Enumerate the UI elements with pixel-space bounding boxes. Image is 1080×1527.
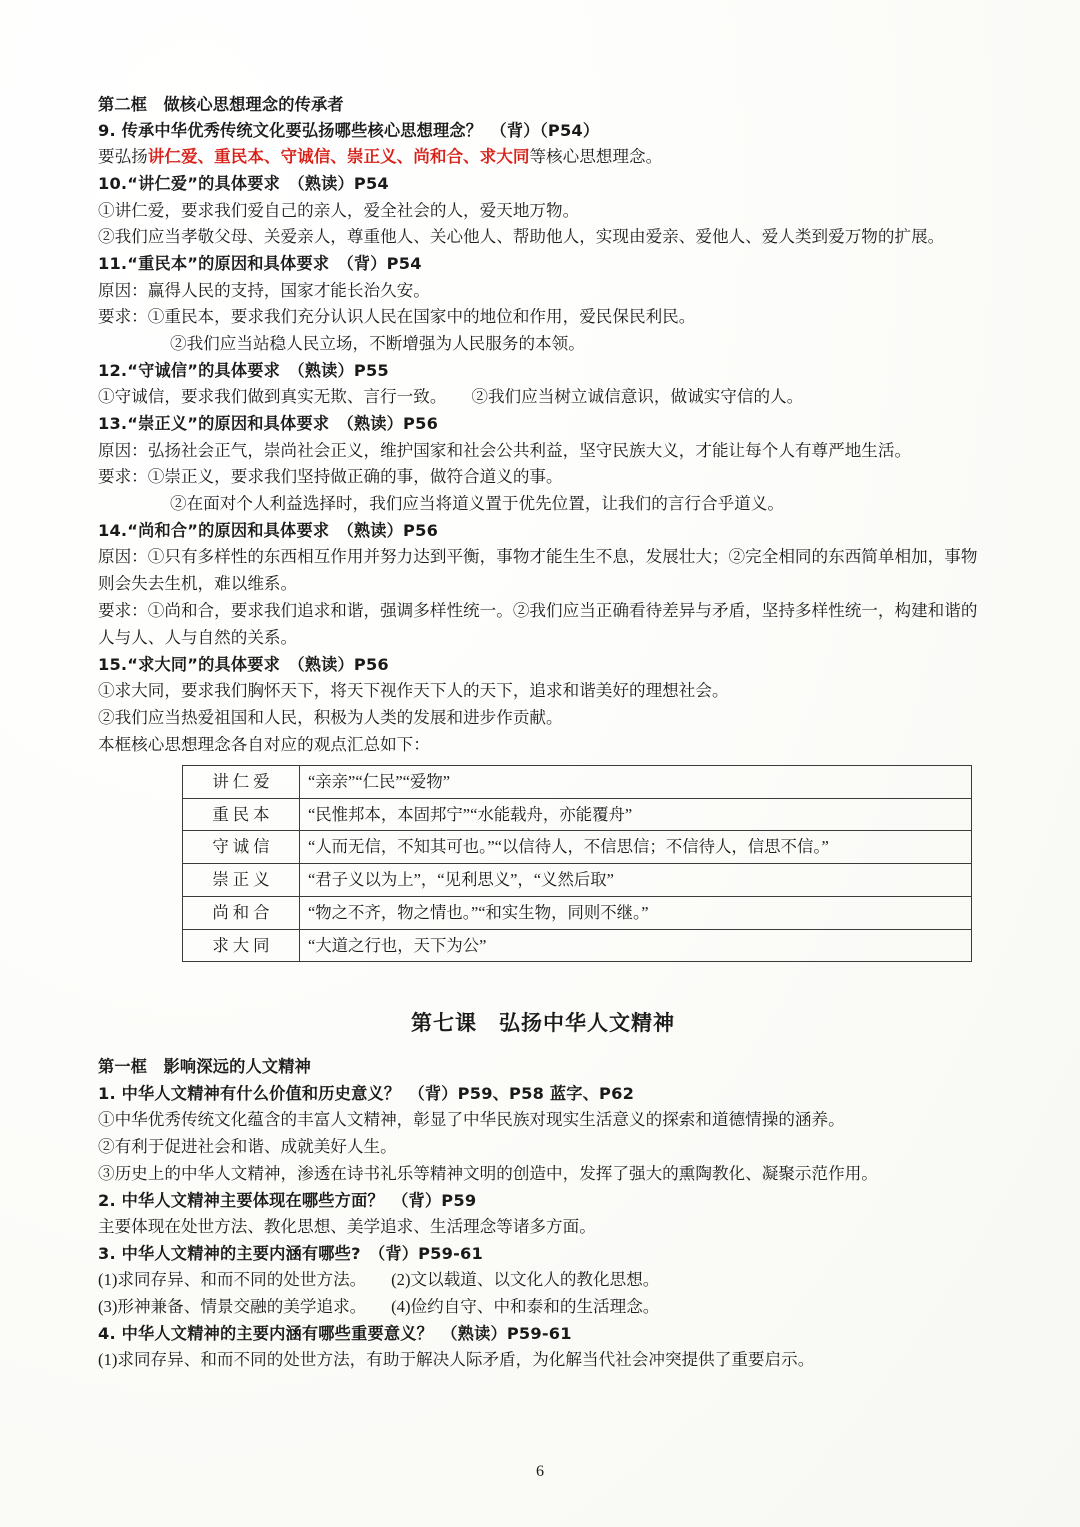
table-cell-value: “民惟邦本，本固邦宁”“水能载舟，亦能覆舟” — [300, 798, 972, 831]
question-11-heading: 11.“重民本”的原因和具体要求 （背）P54 — [98, 254, 422, 274]
frame-heading-one: 第二框 做核心思想理念的传承者 — [98, 95, 344, 114]
table-row — [183, 765, 972, 798]
table-intro: 本框核心思想理念各自对应的观点汇总如下： — [98, 734, 430, 754]
table-cell-value: “人而无信，不知其可也。”“以信待人，不信思信；不信待人，信思不信。” — [300, 831, 972, 864]
section2-question-1-line-1: ①中华优秀传统文化蕴含的丰富人文精神，彰显了中华民族对现实生活意义的探索和道德情操的涵养。 — [98, 1109, 845, 1129]
question-13-requirement-2: ②在面对个人利益选择时，我们应当将道义置于优先位置，让我们的言行合乎道义。 — [170, 494, 784, 514]
question-10-heading: 10.“讲仁爱”的具体要求 （熟读）P54 — [98, 174, 389, 194]
question-9-heading: 9. 传承中华优秀传统文化要弘扬哪些核心思想理念？ （背）（P54） — [98, 121, 600, 141]
question-13-reason: 原因：弘扬社会正气，崇尚社会正义，维护国家和社会公共利益，坚守民族大义，才能让每个人有尊严地生活。 — [98, 440, 912, 460]
q9-text-after: 等核心思想理念。 — [529, 147, 663, 167]
table-cell-key: 讲仁爱 — [183, 765, 300, 798]
frame-heading-two: 第一框 影响深远的人文精神 — [98, 1057, 312, 1077]
table-cell-key: 守诚信 — [183, 831, 300, 864]
q9-text-before: 要弘扬 — [98, 147, 148, 167]
question-14-requirement-1: 要求：①尚和合，要求我们追求和谐，强调多样性统一。②我们应当正确看待差异与矛盾，坚持多样性统一，构建和谐的人与人、人与自然的关系。 — [98, 601, 978, 648]
question-11-requirement-2: ②我们应当站稳人民立场，不断增强为人民服务的本领。 — [170, 334, 585, 354]
table-cell-value: “亲亲”“仁民”“爱物” — [300, 765, 972, 798]
question-12-heading: 12.“守诚信”的具体要求 （熟读）P55 — [98, 361, 389, 381]
section2-question-1-heading: 1. 中华人文精神有什么价值和历史意义？ （背）P59、P58 蓝字、P62 — [98, 1083, 635, 1103]
section2-question-4-line-1: (1)求同存异、和而不同的处世方法，有助于解决人际矛盾，为化解当代社会冲突提供了重要启示。 — [98, 1349, 815, 1369]
document-body — [98, 92, 988, 1374]
table-row — [183, 831, 972, 864]
question-10-line-2: ②我们应当孝敬父母、关爱亲人，尊重他人、关心他人、帮助他人，实现由爱亲、爱他人、爱人类到爱万物的扩展。 — [98, 227, 945, 247]
section2-question-2-heading: 2. 中华人文精神主要体现在哪些方面？ （背）P59 — [98, 1190, 477, 1210]
section2-question-3-line-1: (1)求同存异、和而不同的处世方法。 (2)文以载道、以文化人的教化思想。 — [98, 1269, 660, 1289]
table-cell-value: “大道之行也，天下为公” — [300, 929, 972, 962]
q9-core-concepts: 讲仁爱、重民本、守诚信、崇正义、尚和合、求大同 — [147, 147, 530, 167]
question-11-reason: 原因：赢得人民的支持，国家才能长治久安。 — [98, 280, 430, 300]
table-cell-key: 崇正义 — [183, 864, 300, 897]
section2-question-1-line-3: ③历史上的中华人文精神，渗透在诗书礼乐等精神文明的创造中，发挥了强大的熏陶教化、凝聚示范作用。 — [98, 1163, 878, 1183]
question-15-line-1: ①求大同，要求我们胸怀天下，将天下视作天下人的天下，追求和谐美好的理想社会。 — [98, 681, 729, 701]
question-13-requirement-1: 要求：①崇正义，要求我们坚持做正确的事，做符合道义的事。 — [98, 467, 563, 487]
question-13-heading: 13.“崇正义”的原因和具体要求 （熟读）P56 — [98, 414, 439, 434]
section2-question-1-line-2: ②有利于促进社会和谐、成就美好人生。 — [98, 1136, 397, 1156]
section2-question-2-line-1: 主要体现在处世方法、教化思想、美学追求、生活理念等诸多方面。 — [98, 1216, 596, 1236]
question-15-line-2: ②我们应当热爱祖国和人民，积极为人类的发展和进步作贡献。 — [98, 708, 563, 727]
table-cell-value: “君子义以为上”，“见利思义”，“义然后取” — [300, 864, 972, 897]
table-row — [183, 896, 972, 929]
table-cell-key: 求大同 — [183, 929, 300, 962]
table-row — [183, 864, 972, 897]
table-cell-key: 重民本 — [183, 798, 300, 831]
core-concepts-table — [182, 765, 972, 963]
question-10-line-1: ①讲仁爱，要求我们爱自己的亲人，爱全社会的人，爱天地万物。 — [98, 200, 580, 220]
table-cell-value: “物之不齐，物之情也。”“和实生物，同则不继。” — [300, 896, 972, 929]
table-row — [183, 798, 972, 831]
question-14-heading: 14.“尚和合”的原因和具体要求 （熟读）P56 — [98, 521, 439, 541]
question-15-heading: 15.“求大同”的具体要求 （熟读）P56 — [98, 654, 389, 674]
question-9-body — [98, 144, 988, 171]
question-12-line-1: ①守诚信，要求我们做到真实无欺、言行一致。 ②我们应当树立诚信意识，做诚实守信的人。 — [98, 387, 804, 407]
table-cell-key: 尚和合 — [183, 896, 300, 929]
page-number: 6 — [536, 1463, 544, 1480]
section2-question-3-line-2: (3)形神兼备、情景交融的美学追求。 (4)俭约自守、中和泰和的生活理念。 — [98, 1296, 660, 1316]
table-row — [183, 929, 972, 962]
question-14-reason: 原因：①只有多样性的东西相互作用并努力达到平衡，事物才能生生不息，发展壮大；②完全相同的东西简单相加，事物则会失去生机，难以维系。 — [98, 547, 978, 594]
lesson-title: 第七课 弘扬中华人文精神 — [411, 1011, 675, 1036]
question-11-requirement-1: 要求：①重民本，要求我们充分认识人民在国家中的地位和作用，爱民保民利民。 — [98, 307, 696, 327]
section2-question-4-heading: 4. 中华人文精神的主要内涵有哪些重要意义？ （熟读）P59-61 — [98, 1323, 572, 1343]
section2-question-3-heading: 3. 中华人文精神的主要内涵有哪些? （背）P59-61 — [98, 1243, 483, 1263]
